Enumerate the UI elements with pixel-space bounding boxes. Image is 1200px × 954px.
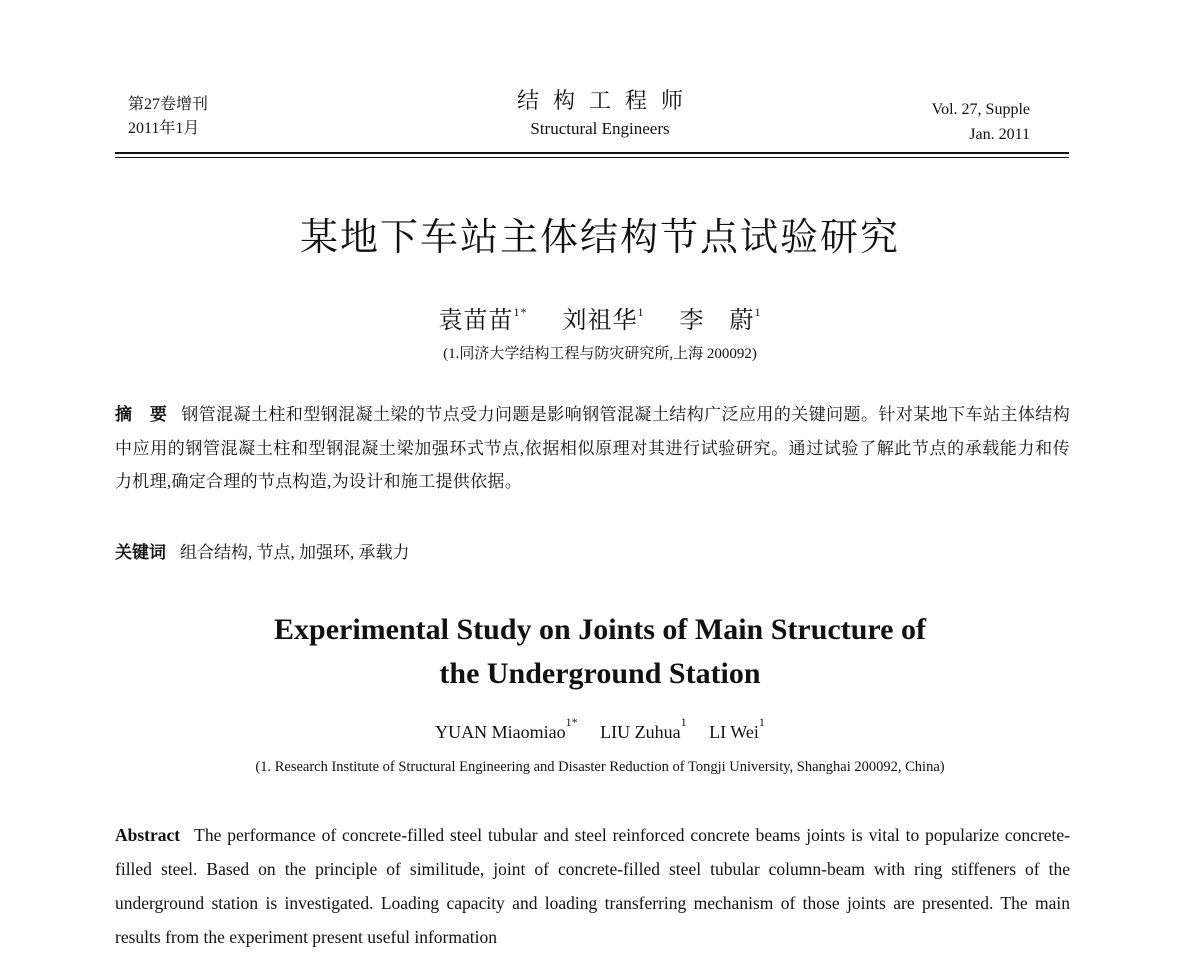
affiliation-en: (1. Research Institute of Structural Engineering and Disaster Reduction of Tongji University, Shanghai 200092, China) [255, 759, 945, 775]
paper-title-en [0, 608, 1200, 696]
author-cn: 李 蔚$^1$ [679, 305, 762, 334]
paper-title-en-line2: the Underground Station [439, 657, 761, 690]
author-en: LIU Zuhua$^1$ [600, 715, 687, 742]
journal-name-en: Structural Engineers [530, 119, 670, 138]
paper-title-cn: 某地下车站主体结构节点试验研究 [299, 215, 900, 259]
author-cn: 袁苗苗$^{1*}$ [438, 305, 528, 334]
header-volume-en-block [932, 97, 1030, 147]
authors-en [0, 715, 1200, 743]
paper-title-en-line1: Experimental Study on Joints of Main Structure of [274, 613, 926, 646]
abstract-en [115, 818, 1070, 954]
keywords-cn [115, 538, 410, 568]
abstract-cn-label: 摘 要 [115, 405, 168, 425]
header-volume-en: Vol. 27, Supple [931, 101, 1030, 118]
author-cn: 刘祖华$^1$ [562, 305, 645, 334]
abstract-cn-text: 钢管混凝土柱和型钢混凝土梁的节点受力问题是影响钢管混凝土结构广泛应用的关键问题。针对某地下车站主体结构中应用的钢管混凝土柱和型钢混凝土梁加强环式节点,依据相似原理对其进行试验研究。通过试验了解此节点的承载能力和传力机理,确定合理的节点构造,为设计和施工提供依据。 [115, 405, 1070, 491]
header-rule-thin [115, 157, 1069, 158]
abstract-en-label: Abstract [115, 825, 181, 845]
journal-name-cn: 结构工程师 [516, 88, 697, 113]
header-date-cn: 2011年1月 [128, 120, 200, 137]
keywords-cn-text: 组合结构, 节点, 加强环, 承载力 [180, 543, 410, 562]
abstract-en-text: The performance of concrete-filled steel tubular and steel reinforced concrete beams joints is vital to popularize concrete-filled steel. Based on the principle of similitude, joint of concrete-filled steel tubular column-beam with ring stiffeners of the underground station is investigated. Loading capacity and loading transferring mechanism of those joints are presented. The main results from the experiment present useful information [115, 825, 1070, 947]
abstract-cn [115, 398, 1070, 498]
authors-cn [0, 300, 1200, 335]
author-en: LI Wei$^1$ [709, 715, 765, 742]
header-volume-cn: 第27卷增刊 [128, 96, 209, 113]
header-date-en: Jan. 2011 [969, 126, 1030, 143]
author-en: YUAN Miaomiao$^{1*}$ [435, 715, 578, 742]
affiliation-cn: (1.同济大学结构工程与防灾研究所,上海 200092) [443, 346, 757, 362]
header-rule-thick [115, 152, 1069, 154]
keywords-cn-label: 关键词 [115, 543, 166, 563]
